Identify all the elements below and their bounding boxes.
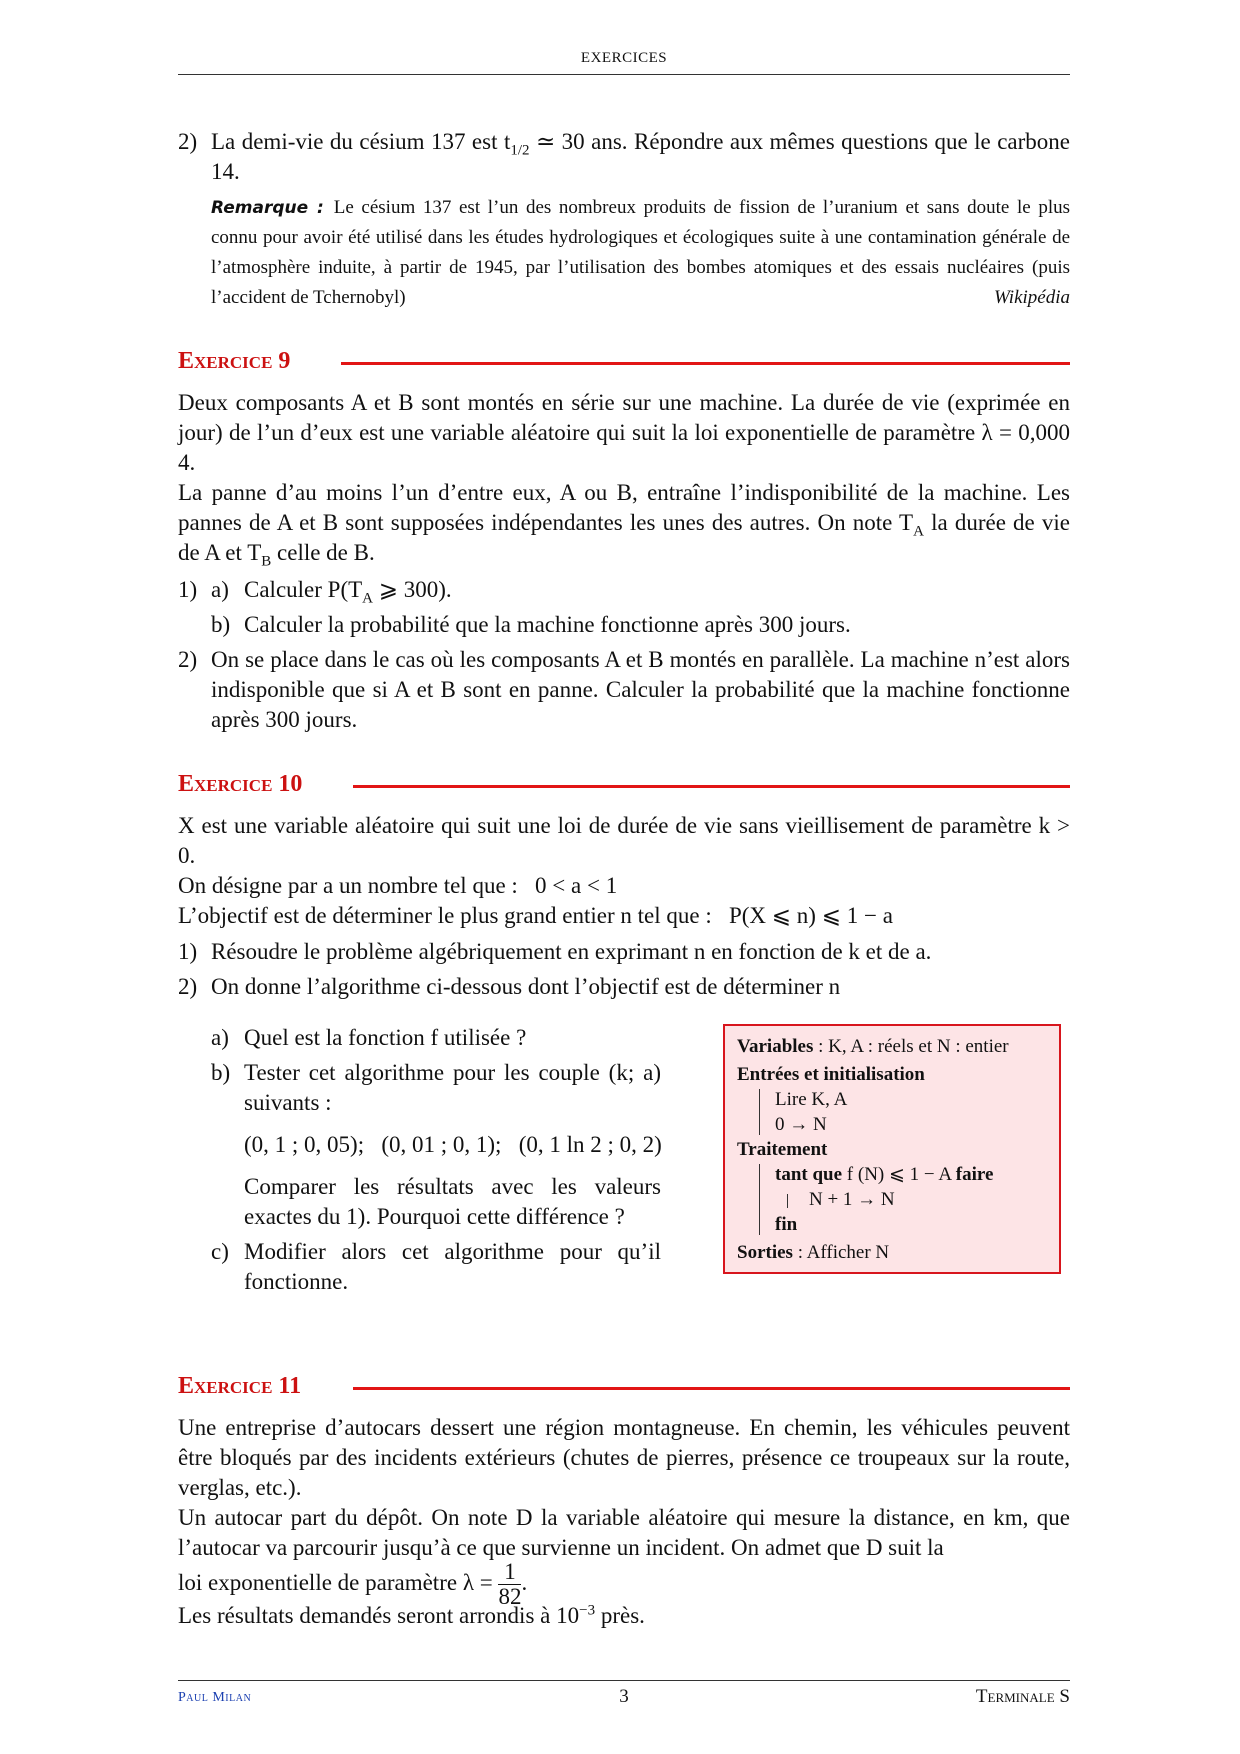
test-values: (0, 1 ; 0, 05); (0, 01 ; 0, 1); (0, 1 ln 2 ; 0, 2) xyxy=(244,1132,662,1157)
question-2-cesium: 2) La demi-vie du césium 137 est $t_{1/2}$ ≃ 30 ans. Répondre aux mêmes questions que le carbone 14. xyxy=(178,129,1070,184)
algo-processing-bar xyxy=(759,1164,760,1235)
exercise-10-rule xyxy=(353,785,1070,788)
exercise-10-title: Exercice 10 xyxy=(178,771,303,797)
footer-rule xyxy=(178,1680,1070,1681)
remark-text: Le césium 137 est l’un des nombreux produits de fission de l’uranium et sans doute le plus connu pour avoir été utilisé dans les études hydrologiques et écologiques suite à une contamination générale de l’atmosphère induite, à partir de 1945, par l’utilisation des bombes atomiques et des essais nucléaires (puis l’accident de Tchernobyl) xyxy=(211,197,1070,308)
algo-init-bar xyxy=(759,1089,760,1135)
exercise-10-intro: X est une variable aléatoire qui suit une loi de durée de vie sans vieillisement de paramètre k > 0. On désigne par a un nombre tel que : 0 < a < 1 L’objectif est de déterminer le plus grand entier n tel que : P(X ⩽ n) ⩽ 1 − a xyxy=(178,813,1070,928)
remark-box xyxy=(178,193,1070,313)
exercise-9-q1b: b) Calculer la probabilité que la machine fonctionne après 300 jours. xyxy=(211,612,851,637)
exercise-9-q2: 2) On se place dans le cas où les composants A et B montés en parallèle. La machine n’est alors indisponible que si A et B sont en panne. Calculer la probabilité que la machine fonctionne après 300 jours. xyxy=(178,647,1070,732)
exercise-11-intro: Une entreprise d’autocars dessert une région montagneuse. En chemin, les véhicules peuvent être bloqués par des incidents extérieurs (chutes de pierres, présence ce troupeaux sur la route, verglas, etc.). Un autocar part du dépôt. On note D la variable aléatoire qui mesure la distance, en km, que l’autocar va parcourir jusqu’à ce que survienne un incident. On admet que D suit la loi exponentielle de paramètre λ = $\frac{1}{82}$ . Les résultats demandés seront arrondis à $10^{-3}$ près. xyxy=(178,1415,1070,1629)
exercise-9-intro: Deux composants A et B sont montés en série sur une machine. La durée de vie (exprimée en jour) de l’un d’eux est une variable aléatoire qui suit la loi exponentielle de paramètre λ = 0,000 4. La panne d’au moins l’un d’entre eux, A ou B, entraîne l’indisponibilité de la machine. Les pannes de A et B sont supposées indépendantes les unes des autres. On note $T_A$ la durée de vie de A et $T_B$ celle de B. xyxy=(178,390,1070,570)
footer-author: Paul Milan xyxy=(178,1690,252,1705)
footer-course: Terminale S xyxy=(975,1686,1070,1707)
exercise-9-title: Exercice 9 xyxy=(178,348,291,374)
footer-page-number: 3 xyxy=(619,1686,629,1707)
remark-source: Wikipédia xyxy=(994,287,1070,308)
algo-output: Sorties : Afficher N xyxy=(737,1242,890,1263)
algo-processing-label: Traitement xyxy=(737,1139,828,1160)
subquestion-a: a) Quel est la fonction f utilisée ? xyxy=(211,1025,527,1050)
algo-processing-block: tant que f (N) ⩽ 1 − A faire N + 1 → N fin xyxy=(737,1162,1047,1237)
header-rule xyxy=(178,74,1070,75)
algo-variables: Variables : K, A : réels et N : entier xyxy=(737,1036,1009,1057)
algo-init-label: Entrées et initialisation xyxy=(737,1064,925,1085)
running-header: EXERCICES xyxy=(580,50,668,66)
algo-init-block: Lire K, A 0 → N xyxy=(737,1087,1047,1137)
subquestion-b: b) Tester cet algorithme pour les couple (k; a) suivants : (0, 1 ; 0, 05); (0, 01 ; 0, 1); (0, 1 ln 2 ; 0, 2) Comparer les résultats avec les valeurs exactes du 1). Pourquoi cette différence ? xyxy=(211,1060,662,1229)
exercise-10-q2: 2) On donne l’algorithme ci-dessous dont l’objectif est de déterminer n xyxy=(178,974,841,999)
algo-while-line: tant que f (N) ⩽ 1 − A faire xyxy=(775,1164,994,1185)
exercise-9-rule xyxy=(341,362,1070,365)
algorithm-box xyxy=(723,1024,1061,1274)
exercise-10-q1: 1) Résoudre le problème algébriquement en exprimant n en fonction de k et de a. xyxy=(178,939,932,964)
subquestion-c: c) Modifier alors cet algorithme pour qu’il fonctionne. xyxy=(211,1239,661,1294)
exercise-10-subquestions xyxy=(211,1023,661,1297)
remark-label: Remarque : xyxy=(211,198,324,218)
exercise-11-title: Exercice 11 xyxy=(178,1373,302,1399)
exercise-9-q1a: 1) a) Calculer $P(T_A$ ⩾ 300). xyxy=(178,577,452,607)
algo-loop-body: N + 1 → N xyxy=(775,1187,1047,1212)
exercise-11-rule xyxy=(353,1387,1070,1390)
lambda-fraction: $\frac{1}{82}$ xyxy=(498,1559,522,1610)
